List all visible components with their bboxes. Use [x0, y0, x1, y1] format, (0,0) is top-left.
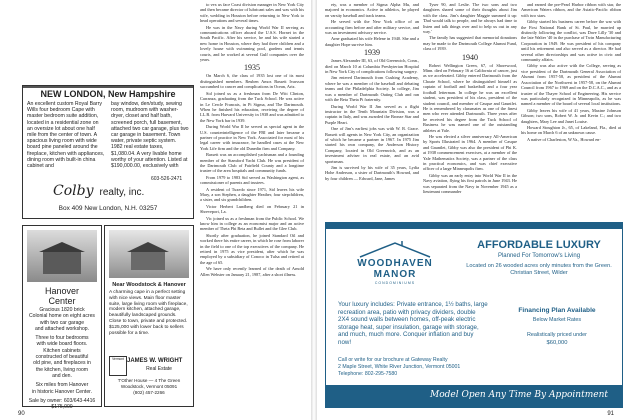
manor-body: Your luxury includes: Private entrance, 1½ baths, large recreation area, patio with privacy dividers, double 2X4 sound walls between homes, off-peak electric storage heat, super insulation, garage with storage, and much, much more. Conquer inflation and buy now!: [338, 301, 488, 346]
paragraph: Gibby was also active with the College, serving as vice president of the Dartmouth General Association of Alumni from 1957-58, as president of the Alumni Association of the Northwest in 1957-58, on the Alumni Council from 1967 to 1969 and on the D.C.A.C., and as a trustee of the Thayer School of Engineering. His service was particularly recognized in Minneapolis, as he was named a member of the board of several local institutions.: [521, 63, 621, 107]
right-text-column-1: [325, 2, 419, 220]
paragraph: ety, was a member of Sigma Alpha Mu, and majored in economics. Active in athletics, he played on varsity baseball and track teams.: [325, 2, 419, 18]
paragraph: He served with the New York office of an accounting firm before and after military service, and was an investment advisory service.: [325, 19, 419, 36]
colby-logo-sub: realty, inc.: [99, 187, 145, 198]
paragraph: Bassett was an accomplished yachtsman and a founding member of the Stamford Yacht Club. He was president of the Dartmouth Club of Fairfield County and a longtime trustee of the area hospitals and community funds.: [200, 152, 304, 174]
hanover-line: with two car garage: [39, 319, 85, 326]
paragraph: He was in the Navy during World War II serving as communications officer aboard the U.S.S. Hornet in the South Pacific. After his service, he and his wife started a new home in Houston, where they had three children and a lovely house with swimming pool, gardens and tennis courts, and he worked at several Gulf companies over the years.: [200, 24, 304, 63]
affordable-location: Located on 26 wooded acres only minutes from the Green. Christian Street, Wilder: [466, 263, 612, 276]
paragraph: One of Jim's earliest jobs was with W. R. Grace. Bassett will agents in New York City, an organization of which he became a partner in 1967. In 1975 Jim started his own company, the Anderson History Company, located in Old Greenwich, and as an investment adviser in real estate, and an avid sportsman.: [325, 126, 419, 164]
hanover-line: the kitchen, living room: [35, 366, 89, 373]
hanover-description: [25, 307, 99, 410]
hanover-sale: Sale by owner: 603/643-4416: [28, 397, 96, 404]
right-text-column-2: [423, 2, 517, 220]
new-london-col2: bay window, den/study, sewing room, mudroom with washer-dryer, closet and half bath, screened porch, full basement, attached two car garage, plus two car garage in basement. Town water, private septic system. 1982 real estate taxes, $1,080.04. A very livable home worthy of your attention. Listed at $190,000.00, exclusively with: [111, 101, 189, 170]
agency-subtitle: Real Estate: [146, 366, 172, 372]
paragraph: Robert Wellington Green, 67, of Shorewood, Minn. died on February 16 at California of cancer, just as we accelerated. Gibby entered Dartmouth from the Choate School, where he distinguished himself as captain of football and basketball and a four year football letterman. In college he was an excellent student, was president of his class, president of the student council, and member of Casque and Gauntlet. He is remembered by classmates as one of the finest men who ever attended Dartmouth. Three years after he received his degree from the Tuck School of Business he was named one of the outstanding athletes at Yale.: [423, 62, 517, 133]
affordable-subtitle: Planned For Tomorrow's Living: [497, 253, 581, 259]
paragraph: Howard Stoughton Jr., 65, of Lakeland, Fla., died at his home on March 6 of an unknown cause.: [521, 124, 621, 136]
hanover-line: Colonial home on eight acres: [29, 313, 95, 320]
affordable-title: AFFORDABLE LUXURY: [477, 239, 601, 251]
hanover-line: and den.: [52, 372, 72, 379]
paragraph: to vex us face Coast division manager in New York City and then became director of lubricant sales and was with his wife, wedding in Houston before returning to New York to head operations and several times.: [200, 2, 304, 24]
paragraph: During World War II Jim served as a flight instructor in the Tenth Mountain Division, was a captain in Italy, and was awarded the Bronze Star and Purple Heart.: [325, 103, 419, 125]
paragraph: He was elected a silver anniversary All-American by Sports Illustrated in 1964. A member of Casque and Gauntlet, Gibby was also the president of Phi K. at 1938 commencement exercises, at a member of the Yale Mathematics Society, was a partner of the class in practical economics, and was chief executive officer of a large Minneapolis firm.: [423, 133, 517, 172]
ad-footer-text: Model Open Any Time By Appointment: [430, 390, 608, 400]
hanover-price: $175,000: [51, 404, 73, 411]
class-year-heading: 1939: [364, 48, 380, 58]
paragraph: Vic joined us as a freshman from the Public School. We know him in college as an economist major and an active member of Theta Phi Beta and Bullet and the Glee Club.: [200, 215, 304, 232]
hanover-line: Gracious 1820 brick: [39, 307, 85, 313]
woodstock-roof-icon: [127, 242, 169, 252]
hanover-house-icon: [43, 252, 81, 274]
hanover-line: Kitchen cabinets: [43, 347, 81, 354]
class-year-heading: 1935: [244, 63, 260, 73]
manor-logo: [340, 239, 450, 295]
paragraph: Jim is survived by his wife of 35 years, Lydia Hohe Anderson, a sister of Dartmouth's Howard, and by four children — Edward, Jane, James: [325, 164, 419, 181]
paragraph: Sid joined us as a freshman from De Witt Clinton, Carranza, graduating from the Tuck School. He was active in Le Cercle Francais, in Pi Sigma, and The Dartmouth. When he finished his education, receiving the degree of LL.B. from Harvard University in 1938 and was admitted to the New York bar in 1939.: [200, 90, 304, 123]
financing-title: Financing Plan Available: [518, 307, 596, 314]
woodstock-body: A charming cape in a perfect setting with nice views. Main floor master suite, large living room with fireplace, modern kitchen, attached garage, beautifully landscaped grounds. Close to town, private and protected. $125,000 with lower back to sellers possible for a time.: [109, 290, 188, 336]
hanover-line: Three to four bedrooms: [35, 335, 89, 342]
paragraph: Gibby leaves his wife of 41 years, Maxine Johnson Gibson; two sons, Robert W. Jr. and Kevin C.; and two daughters, Mary Lee and Janet Louise.: [521, 107, 621, 124]
page-number-right: 91: [607, 411, 614, 417]
agency-address-line1: T'Other House — 4 The Green: [117, 378, 181, 383]
paragraph: During World War II he served as special agent in the U.S. counterintelligence of the FBI and later became a partner of practice in New York. Associated for most of his legal career with insurance, he handled cases at the New York Life firm and the old Dunedin firm and Company.: [200, 124, 304, 151]
right-page: [317, 0, 628, 420]
class-year-heading: 1940: [462, 52, 478, 62]
financing-below: Below Market Rates: [532, 317, 582, 323]
hanover-line: with wide board floors.: [36, 341, 88, 348]
hanover-line: Six miles from Hanover: [35, 382, 89, 389]
new-london-col1: An excellent custom Royal Barry Wills four bedroom Cape with master bedroom suite addition, located in a residential zone on an oversize lot about one half mile from the center of town. A spacious living room with wide board pine paneled around the fireplace, kitchen with appliances, dining room with built-in china cabinet and: [27, 101, 105, 170]
agency-address-line2: Woodstock, Vermont 05091: [120, 383, 178, 389]
paragraph: On March 6, the class of 1935 lost one of its most distinguished members. Reuben Amos Bassett Ivarsson succumbed to cancer and complications in Ocean, Ariz.: [200, 73, 304, 90]
left-text-column: [200, 2, 304, 406]
agency-address: [105, 378, 193, 395]
woodstock-house-icon: [131, 252, 165, 270]
paragraph: and earned the pre-Pearl Harbor ribbon with star, the American Waters ribbon, and the Asiatic-Pacific ribbon with two stars.: [521, 2, 621, 18]
hanover-line: and attached workshop.: [34, 325, 90, 332]
paragraph: Gibby started his business career before the war with the First National Bank of St. Paul, he married up distinctly following the conflict, was Dave Lilly '30 and the late Walter '40 in the purchase of Twin Manufacturing Corporation in 1949. He was president of his company until his retirement and also served as a director. He had several other directorships and was active in civic and community affairs.: [521, 19, 621, 63]
woodhaven-manor-ad: [325, 222, 623, 408]
new-london-ad: [22, 85, 194, 219]
hanover-roof-icon: [39, 242, 85, 252]
manor-phone: Telephone: 802-295-7580: [338, 371, 398, 377]
hanover-line: in historic Hanover Center.: [31, 388, 93, 395]
vermont-logo-box: [109, 356, 127, 376]
woodstock-photo: [109, 230, 189, 278]
house-photo: [23, 86, 193, 88]
agency-name: JAMES W. WRIGHT: [127, 358, 183, 364]
hanover-subtitle: Center: [48, 296, 76, 306]
manor-call: Call or write for our brochure at Gateway Realty: [338, 357, 448, 363]
colby-logo: [53, 182, 144, 200]
manor-address: 2 Maple Street, White River Junction, Vermont 05001: [338, 364, 461, 370]
paragraph: A resident of Tuxedo since 1971, Sid leaves his wife Mary, a son Stephen, a daughter Heather, four stepchildren, a sister, and six grandchildren.: [200, 186, 304, 203]
paragraph: The family has suggested that memorial donations may be made to the Dartmouth College Alumni Fund, class of 1939.: [423, 35, 517, 52]
agency-phone: (802) 457-2266: [133, 389, 165, 395]
manor-tagline: CONDOMINIUMS: [374, 281, 416, 285]
hanover-photo: [27, 230, 97, 282]
paragraph: Shortly after graduation, he joined Standard Oil and worked there his entire career, in which he rose from laborer in the field to one of the top executives of the company. He retired in 1975 as vice president, after which he was employed by a subsidiary of Conoco in Tulsa and retired at the age of 65.: [200, 232, 304, 265]
new-london-title: NEW LONDON, New Hampshire: [40, 89, 176, 99]
page-number-left: 90: [18, 411, 25, 417]
colby-logo-script: Colby: [53, 183, 94, 199]
paragraph: Gibby was an early entry into World War II in the Navy aviation, flying his first patrols in June 1943. He was separated from the Navy in November 1945 as a lieutenant commander: [423, 172, 517, 194]
woodstock-title: Near Woodstock & Hanover: [112, 282, 186, 288]
hanover-line: old pine, and fireplaces in: [33, 360, 91, 367]
manor-title-2: MANOR: [373, 269, 417, 280]
new-london-phone: 603-526-2471: [151, 176, 183, 182]
manor-roof-icon: [340, 239, 450, 259]
paragraph: A native of Charleston, W.Va., Howard en-: [527, 136, 601, 142]
paragraph: From 1979 to 1983 Sid served as Washington agent, as commissioner of parents and trustees.: [200, 174, 304, 186]
financing-price: $60,000: [546, 340, 568, 346]
hanover-ad: [22, 225, 102, 411]
woodstock-ad: [104, 225, 194, 407]
paragraph: James Alexander III, 63, of Old Greenwich, Conn., died on March 10 at Columbia Presbyterian Hospital in New York City of complications following surgery.: [325, 58, 419, 75]
paragraph: Jim entered Dartmouth from Cushing Academy, where he was a member of the baseball and debating teams and the Philadelphia Society. In college, Jim was a member of Dartmouth Outing Club and ran with the Beta Theta Pi fraternity.: [325, 75, 419, 103]
paragraph: Tyser 90, and Leslie. The two sons and two daughters shared some of their thoughts about Jim with the class. Jim's daughter Maggie summed it up: 'Dad would talk to people, and he always had time to listen and talk things over and to help us out in any way.': [423, 2, 517, 35]
manor-title-1: WOODHAVEN: [357, 258, 433, 269]
right-text-column-3: [521, 2, 621, 220]
ad-footer-bar: [326, 385, 622, 407]
left-page: [0, 0, 312, 420]
paragraph: Arne graduated his wife Helene in 1940. She and a daughter Hope survive him.: [325, 36, 419, 47]
paragraph: We have only recently learned of the death of Arnold Allen Webster on January 21, 1987, after a short illness.: [200, 266, 304, 277]
financing-realistic: Realistically priced under: [527, 332, 587, 338]
hanover-line: constructed of beautiful: [35, 354, 89, 361]
paragraph: Victor Herbert Lundberg died on February 21 in Shreveport, La.: [200, 203, 304, 215]
ad-top-bar: [326, 223, 622, 229]
hanover-title: Hanover: [44, 286, 80, 296]
new-london-address: Box 409 New London, N.H. 03257: [58, 205, 158, 212]
vermont-logo-text: Vermont: [112, 357, 124, 361]
